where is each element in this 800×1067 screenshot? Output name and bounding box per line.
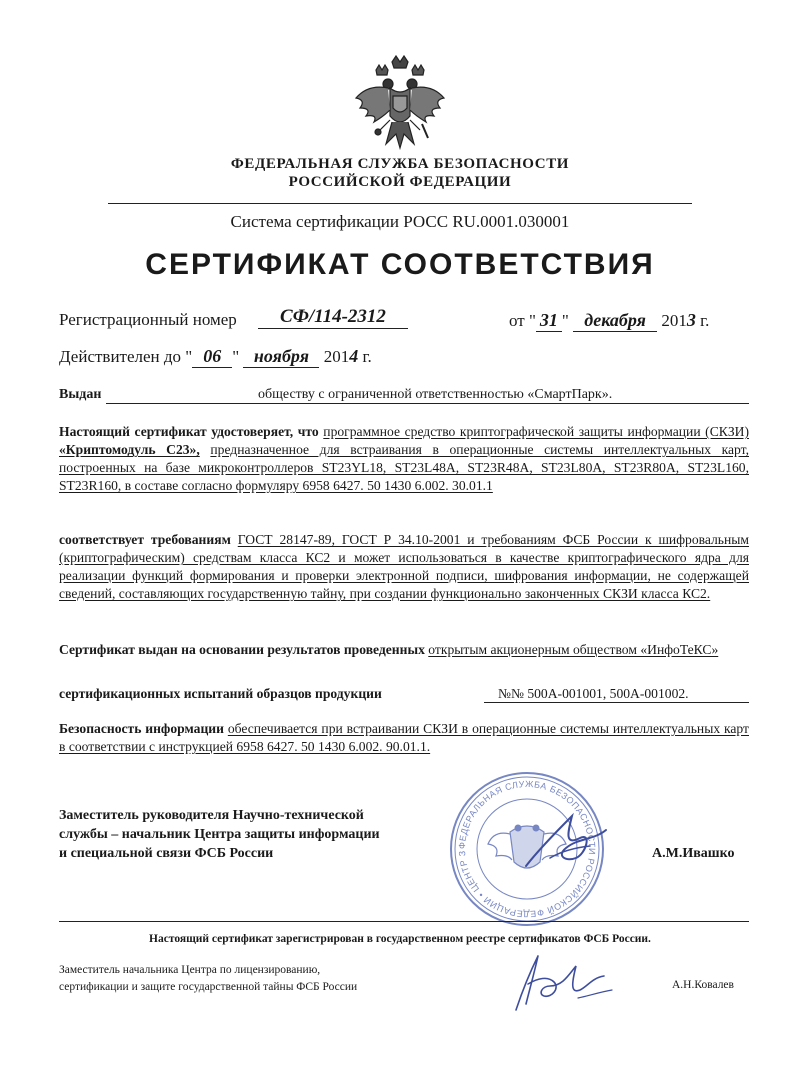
registration-month: декабря <box>573 310 657 332</box>
certification-system: Система сертификации РОСС RU.0001.030001 <box>230 212 570 231</box>
valid-until-label: Действителен до " <box>59 347 193 366</box>
signatory-line3: и специальной связи ФСБ России <box>59 846 274 861</box>
certifies-text-2: предназначенное для встраивания в операционные системы интеллектуальных карт, построенных на базе микроконтроллеров ST23YL18, ST23L48A, ST23R48A, ST23L80A, ST23R80A, ST23L160, ST23R160, в составе согласно формуляру 6958 6427. 50 1430 6.002. 30.01.1 <box>59 442 749 493</box>
issued-to-label: Выдан <box>59 387 102 402</box>
signatory-line2: службы – начальник Центра защиты информации <box>59 827 380 842</box>
valid-until: Действителен до " 06 " ноября 2014 г. <box>59 346 372 366</box>
footer-divider <box>59 921 749 922</box>
signatory-title <box>59 806 380 863</box>
svg-text:ФЕДЕРАЛЬНАЯ СЛУЖБА БЕЗОПАСНОСТ: ФЕДЕРАЛЬНАЯ СЛУЖБА БЕЗОПАСНОСТИ РОССИЙСКОЙ ФЕДЕРАЦИИ • ЦЕНТР З <box>456 778 598 920</box>
registration-date: от " 31 " декабря 2013 г. <box>509 310 710 330</box>
valid-until-year-digit: 4 <box>349 346 359 366</box>
complies-label: соответствует требованиям <box>59 532 231 547</box>
deputy-name: А.Н.Ковалев <box>672 979 734 991</box>
coat-of-arms-emblem <box>352 54 448 154</box>
registration-number: СФ/114-2312 <box>258 306 408 329</box>
security-label: Безопасность информации <box>59 721 224 736</box>
signatory-line1: Заместитель руководителя Научно-технической <box>59 808 364 823</box>
deputy-line2: сертификации и защите государственной тайны ФСБ России <box>59 981 358 993</box>
issued-to-value: обществу с ограниченной ответственностью «СмартПарк». <box>106 387 749 404</box>
security-paragraph <box>59 720 749 756</box>
valid-until-day: 06 <box>192 346 232 368</box>
basis-paragraph <box>59 641 749 659</box>
complies-text: ГОСТ 28147-89, ГОСТ Р 34.10-2001 и требованиям ФСБ России к шифровальным (криптографическим) средствам класса КС2 и может использоваться в качестве криптографического ядра для реализации функций формирования и проверки электронной подписи, шифрования информации, не содержащей сведений, составляющих государственную тайну, при создании функционально законченных СКЗИ класса КС2. <box>59 532 749 601</box>
certifies-paragraph <box>59 423 749 495</box>
basis-label: Сертификат выдан на основании результатов проведенных <box>59 642 425 657</box>
deputy-title <box>59 962 357 996</box>
deputy-line1: Заместитель начальника Центра по лицензированию, <box>59 964 321 976</box>
security-text: обеспечивается при встраивании СКЗИ в операционные системы интеллектуальных карт в соответствии с инструкцией 6958 6427. 50 1430 6.002. 90.01.1. <box>59 721 749 754</box>
tests-value: №№ 500А-001001, 500А-001002. <box>484 686 749 703</box>
basis-text: открытым акционерным обществом «ИнфоТеКС» <box>428 642 719 657</box>
signature-ivashko <box>520 808 610 878</box>
header-divider <box>108 203 692 204</box>
certifies-text-1: программное средство криптографической защиты информации (СКЗИ) <box>323 424 749 439</box>
org-name-line1: ФЕДЕРАЛЬНАЯ СЛУЖБА БЕЗОПАСНОСТИ <box>230 156 570 172</box>
registration-year-digit: 3 <box>686 310 696 330</box>
certifies-label: Настоящий сертификат удостоверяет, что <box>59 424 319 439</box>
valid-until-month: ноября <box>243 346 319 368</box>
signatory-name: А.М.Ивашко <box>652 846 735 861</box>
registration-label: Регистрационный номер <box>59 310 237 329</box>
registration-day: 31 <box>536 310 562 332</box>
complies-paragraph <box>59 531 749 603</box>
document-title: СЕРТИФИКАТ СООТВЕТСТВИЯ <box>145 248 655 281</box>
registry-note: Настоящий сертификат зарегистрирован в государственном реестре сертификатов ФСБ России. <box>149 933 651 945</box>
tests-label: сертификационных испытаний образцов продукции <box>59 686 382 701</box>
product-name: «Криптомодуль С23», <box>59 442 200 457</box>
org-name-line2: РОССИЙСКОЙ ФЕДЕРАЦИИ <box>288 174 512 190</box>
signature-kovalev <box>508 948 618 1018</box>
